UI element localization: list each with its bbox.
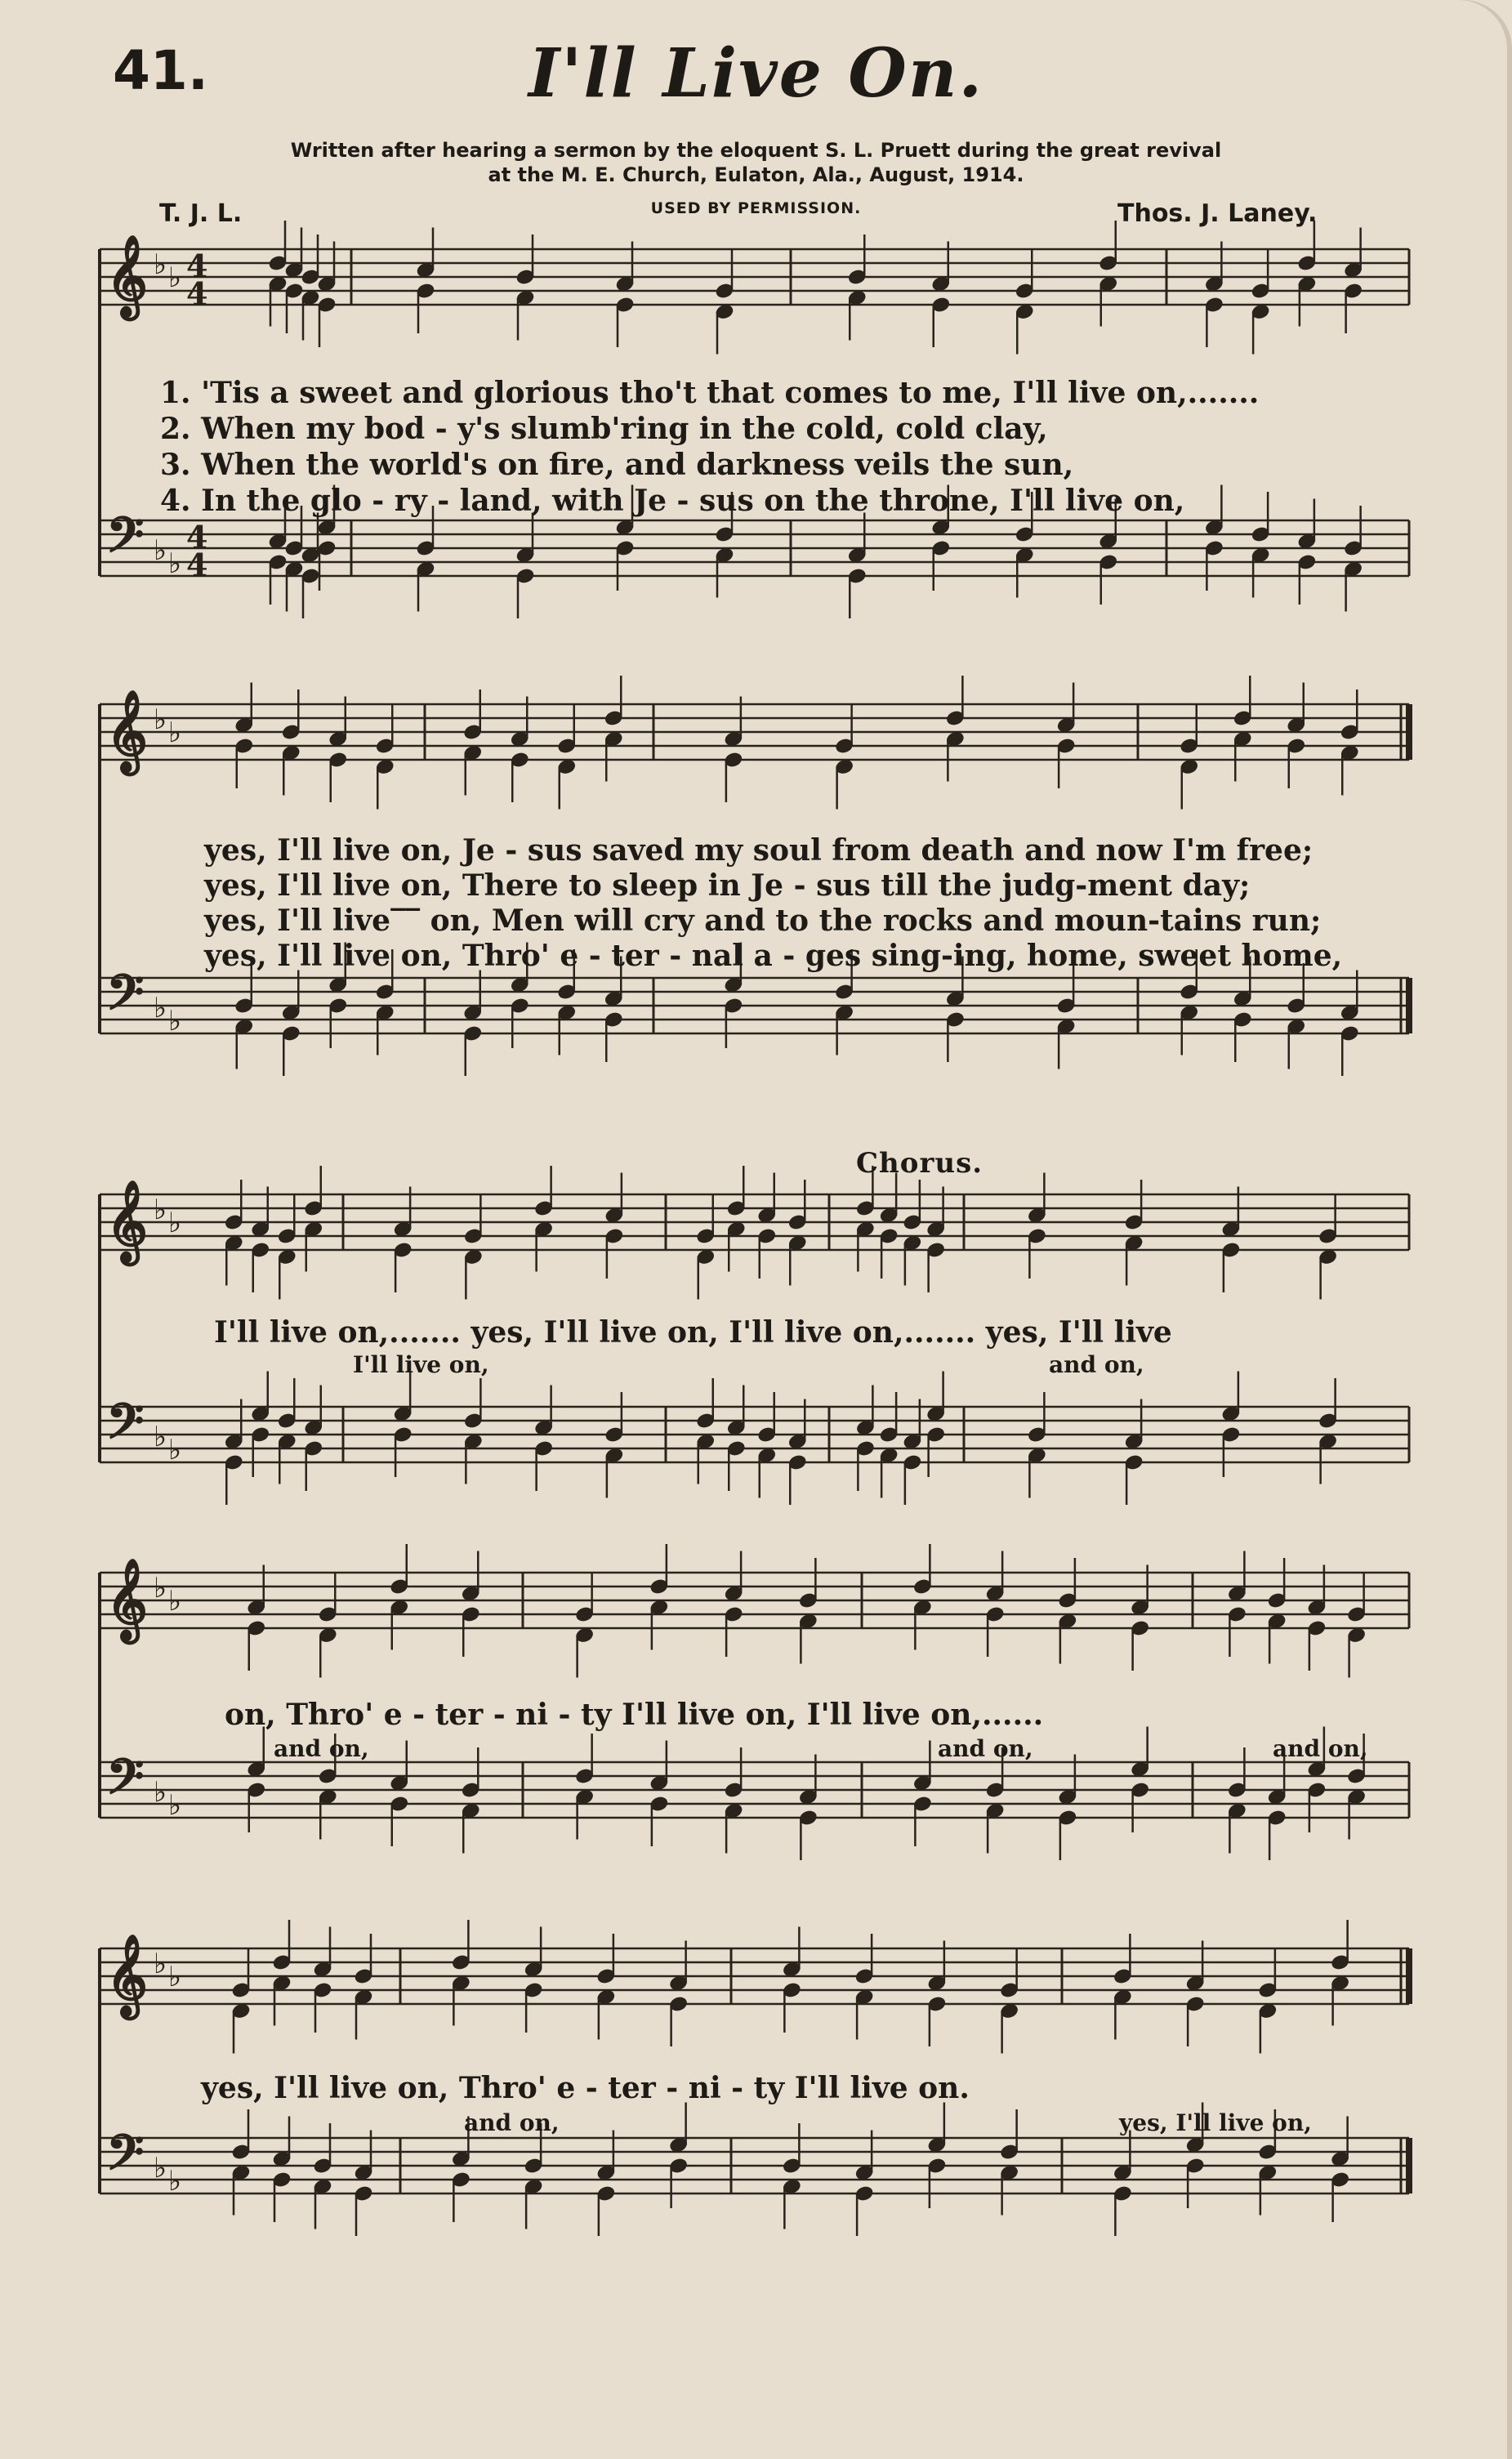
treble-clef-icon: 𝄞 [106, 690, 148, 772]
flat-sign-icon: ♭ [168, 547, 182, 580]
permission-note: USED BY PERMISSION. [650, 199, 862, 217]
bass-clef-icon: 𝄢 [106, 963, 145, 1033]
flat-sign-icon: ♭ [168, 1005, 182, 1038]
lyric-chorus-line2-lower-a: and on, [274, 1735, 369, 1762]
flat-sign-icon: ♭ [154, 1194, 167, 1226]
lyric-verse3-line2: yes, I'll live‾‾ on, Men will cry and to the rocks and moun-tains run; [204, 904, 1322, 938]
flat-sign-icon: ♭ [154, 534, 167, 567]
lyric-chorus-line2-lower-b: and on, [938, 1735, 1033, 1762]
chorus-label: Chorus. [856, 1147, 983, 1180]
lyric-chorus-line1: I'll live on,....... yes, I'll live on, I'll live on,....... yes, I'll live [214, 1315, 1172, 1350]
hymn-title: I'll Live On. [528, 34, 984, 113]
flat-sign-icon: ♭ [168, 2165, 182, 2198]
lyric-verse1-line1: 1. 'Tis a sweet and glorious tho't that comes to me, I'll live on,....... [160, 376, 1260, 410]
flat-sign-icon: ♭ [168, 1961, 182, 1993]
flat-sign-icon: ♭ [154, 1776, 167, 1809]
lyric-chorus-line1-lower-a: I'll live on, [353, 1351, 489, 1378]
flat-sign-icon: ♭ [168, 261, 182, 294]
lyric-verse4-line1: 4. In the glo - ry - land, with Je - sus on the throne, I'll live on, [160, 484, 1185, 518]
treble-clef-icon: 𝄞 [106, 234, 148, 317]
time-signature-bottom: 4 [186, 275, 208, 312]
lyric-verse1-line2: yes, I'll live on, Je - sus saved my soul from death and now I'm free; [204, 833, 1314, 868]
bass-clef-icon: 𝄢 [106, 506, 145, 575]
lyric-chorus-line3-lower-b: yes, I'll live on, [1119, 2109, 1312, 2136]
flat-sign-icon: ♭ [154, 1572, 167, 1604]
lyric-chorus-line3: yes, I'll live on, Thro' e - ter - ni - ty I'll live on. [201, 2071, 970, 2105]
flat-sign-icon: ♭ [154, 1948, 167, 1980]
words-author: T. J. L. [159, 199, 243, 228]
flat-sign-icon: ♭ [168, 716, 182, 749]
treble-clef-icon: 𝄞 [106, 1934, 148, 2016]
lyric-verse3-line1: 3. When the world's on fire, and darkness veils the sun, [160, 448, 1074, 482]
time-signature-bottom: 4 [186, 547, 208, 583]
flat-sign-icon: ♭ [168, 1585, 182, 1618]
time-signature-top: 4 [186, 248, 208, 284]
lyric-chorus-line1-lower-b: and on, [1049, 1351, 1144, 1378]
music-author: Thos. J. Laney. [1117, 199, 1318, 228]
bass-clef-icon: 𝄢 [106, 1392, 145, 1462]
flat-sign-icon: ♭ [154, 2152, 167, 2185]
flat-sign-icon: ♭ [168, 1789, 182, 1822]
lyric-chorus-line2-lower-c: and on, [1273, 1735, 1368, 1762]
lyric-chorus-line2: on, Thro' e - ter - ni - ty I'll live on, I'll live on,...... [225, 1698, 1044, 1732]
subtitle-line-2: at the M. E. Church, Eulaton, Ala., August, 1914. [488, 163, 1024, 186]
treble-clef-icon: 𝄞 [106, 1558, 148, 1640]
bass-clef-icon: 𝄢 [106, 2123, 145, 2193]
lyric-verse2-line1: 2. When my bod - y's slumb'ring in the cold, cold clay, [160, 412, 1048, 446]
lyric-verse2-line2: yes, I'll live on, There to sleep in Je - sus till the judg-ment day; [204, 868, 1251, 903]
hymn-number: 41. [113, 39, 208, 102]
flat-sign-icon: ♭ [154, 1421, 167, 1453]
time-signature-top: 4 [186, 519, 208, 556]
subtitle-line-1: Written after hearing a sermon by the eloquent S. L. Pruett during the great revival [290, 139, 1222, 162]
flat-sign-icon: ♭ [168, 1434, 182, 1466]
treble-clef-icon: 𝄞 [106, 1180, 148, 1262]
flat-sign-icon: ♭ [154, 703, 167, 736]
flat-sign-icon: ♭ [168, 1207, 182, 1239]
flat-sign-icon: ♭ [154, 992, 167, 1024]
lyric-chorus-line3-lower-a: and on, [464, 2109, 560, 2136]
flat-sign-icon: ♭ [154, 248, 167, 281]
lyric-verse4-line2: yes, I'll live on, Thro' e - ter - nal a - ges sing-ing, home, sweet home, [204, 939, 1343, 973]
bass-clef-icon: 𝄢 [106, 1747, 145, 1817]
